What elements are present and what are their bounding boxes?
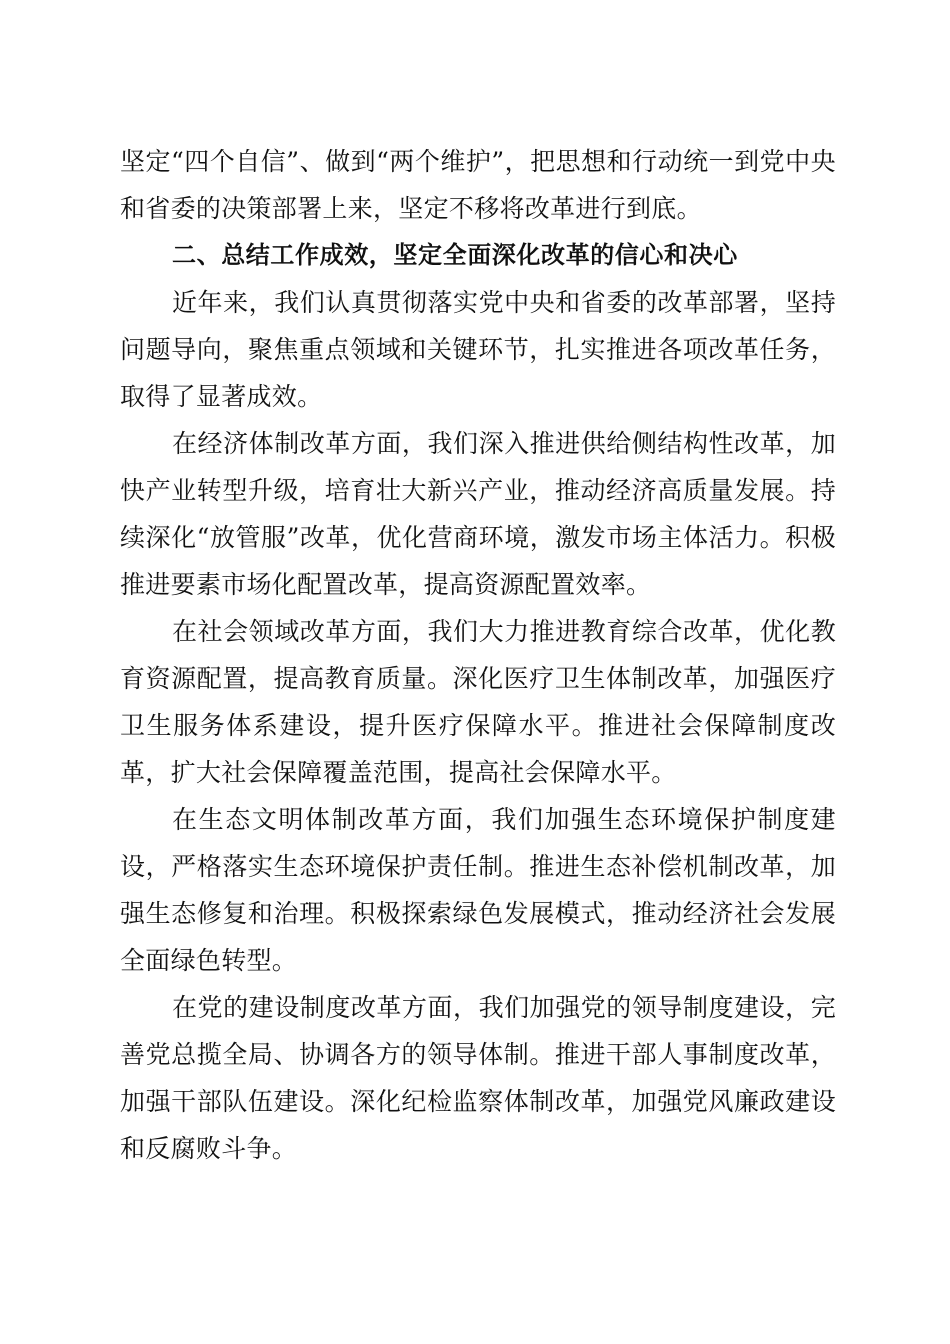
paragraph-party-building-reform: 在党的建设制度改革方面，我们加强党的领导制度建设，完善党总揽全局、协调各方的领导体制。推进干部人事制度改革，加强干部队伍建设。深化纪检监察体制改革，加强党风廉政建设和反腐败斗争。 xyxy=(120,993,836,1163)
paragraph-economic-reform: 在经济体制改革方面，我们深入推进供给侧结构性改革，加快产业转型升级，培育壮大新兴产业，推动经济高质量发展。持续深化“放管服”改革，优化营商环境，激发市场主体活力。积极推进要素市场化配置改革，提高资源配置效率。 xyxy=(120,429,836,599)
section-heading: 二、总结工作成效，坚定全面深化改革的信心和决心 xyxy=(172,241,738,269)
paragraph-ecological-reform: 在生态文明体制改革方面，我们加强生态环境保护制度建设，严格落实生态环境保护责任制。推进生态补偿机制改革，加强生态修复和治理。积极探索绿色发展模式，推动经济社会发展全面绿色转型。 xyxy=(120,805,836,975)
document-body xyxy=(120,138,836,1172)
paragraph-continuation: 坚定“四个自信”、做到“两个维护”，把思想和行动统一到党中央和省委的决策部署上来，坚定不移将改革进行到底。 xyxy=(120,147,836,223)
paragraph-social-reform: 在社会领域改革方面，我们大力推进教育综合改革，优化教育资源配置，提高教育质量。深化医疗卫生体制改革，加强医疗卫生服务体系建设，提升医疗保障水平。推进社会保障制度改革，扩大社会保障覆盖范围，提高社会保障水平。 xyxy=(120,617,836,787)
paragraph-intro: 近年来，我们认真贯彻落实党中央和省委的改革部署，坚持问题导向，聚焦重点领域和关键环节，扎实推进各项改革任务，取得了显著成效。 xyxy=(120,288,836,411)
